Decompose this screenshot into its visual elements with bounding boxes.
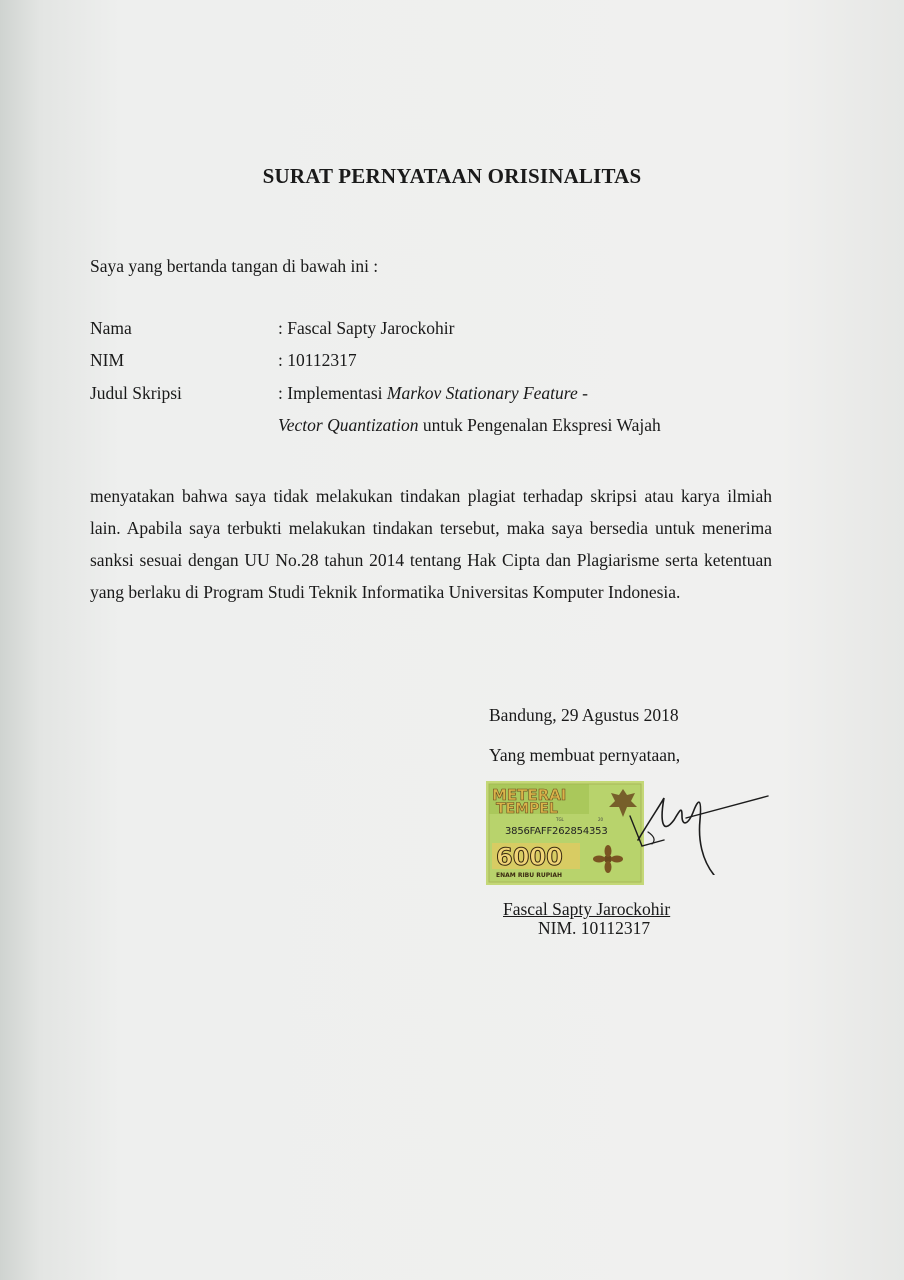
svg-text:20: 20 (598, 817, 604, 822)
judul-prefix: : Implementasi (278, 383, 387, 403)
signatory-nim: NIM. 10112317 (538, 918, 651, 938)
nim-value: : 10112317 (278, 350, 357, 370)
handwritten-signature (590, 780, 780, 875)
place-date: Bandung, 29 Agustus 2018 (489, 705, 679, 725)
intro-text: Saya yang bertanda tangan di bawah ini : (90, 256, 379, 276)
judul-suffix: untuk Pengenalan Ekspresi Wajah (418, 415, 661, 435)
nim-label: NIM (90, 350, 125, 370)
statement-paragraph: menyatakan bahwa saya tidak melakukan tindakan plagiat terhadap skripsi atau karya ilmiah lain. Apabila saya terbukti melakukan tindakan tersebut, maka saya bersedia untuk menerima sanksi sesuai dengan UU No.28 tahun 2014 tentang Hak Cipta dan Plagiarisme serta ketentuan yang berlaku di Program Studi Teknik Informatika Universitas Komputer Indonesia. (90, 486, 772, 602)
svg-text:TGL: TGL (556, 817, 564, 822)
stamp-amount: 6000 (496, 843, 563, 871)
document-title: SURAT PERNYATAAN ORISINALITAS (262, 164, 642, 188)
judul-italic-1: Markov Stationary Feature - (386, 383, 588, 403)
nama-label: Nama (90, 318, 132, 338)
stamp-line1: METERAI (492, 786, 567, 804)
judul-label: Judul Skripsi (90, 383, 182, 403)
judul-italic-2: Vector Quantization (278, 415, 419, 435)
maker-label: Yang membuat pernyataan, (489, 745, 681, 765)
stamp-line2: TEMPEL (496, 801, 558, 817)
signatory-name: Fascal Sapty Jarockohir (503, 899, 671, 919)
judul-value-line-2 (278, 415, 661, 436)
stamp-code: 3856FAFF262854353 (505, 826, 608, 837)
nama-value: : Fascal Sapty Jarockohir (278, 318, 455, 338)
stamp-amount-text: ENAM RIBU RUPIAH (496, 872, 562, 879)
judul-value-line-1 (278, 383, 588, 404)
